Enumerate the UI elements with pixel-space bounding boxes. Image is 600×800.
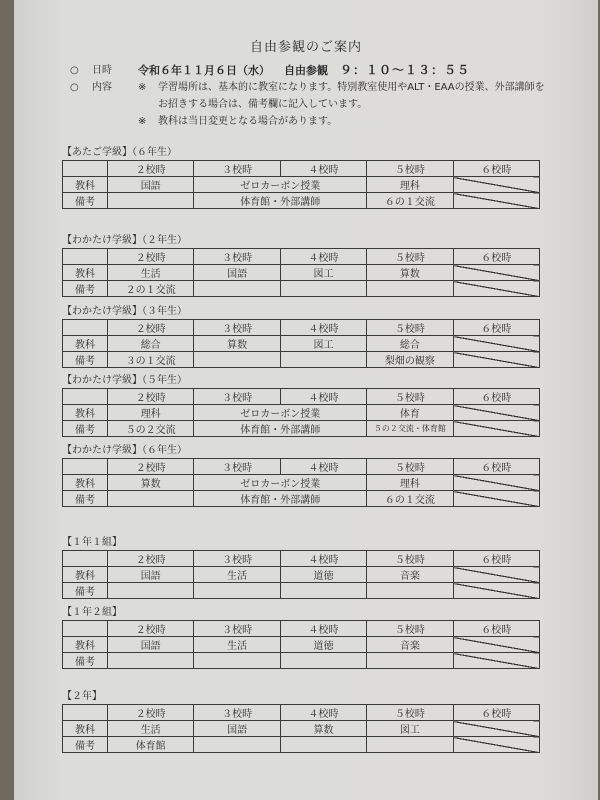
- info-block: [70, 62, 590, 130]
- remark-cell: [367, 653, 453, 669]
- remark-cell: 体育館・外部講師: [194, 421, 367, 437]
- subject-cell: 国語: [108, 637, 194, 653]
- subject-row: [63, 721, 540, 737]
- remark-cell: [280, 653, 366, 669]
- remark-cell: [367, 281, 453, 297]
- header-row: [63, 249, 540, 265]
- remark-row: [63, 281, 540, 297]
- remark-cell: [108, 653, 194, 669]
- subject-cell: 国語: [194, 265, 280, 281]
- empty-slash-cell: [453, 653, 539, 669]
- remark-cell: [194, 352, 280, 368]
- header-row: [63, 389, 540, 405]
- note-1b: お招きする場合は、備考欄に記入しています。: [158, 99, 368, 110]
- subject-cell: 国語: [108, 567, 194, 583]
- subject-cell: 総合: [108, 336, 194, 352]
- subject-row-label: 教科: [63, 567, 108, 583]
- subject-row-label: 教科: [63, 265, 108, 281]
- empty-slash-cell: [453, 177, 539, 193]
- corner-cell: [63, 161, 108, 177]
- subject-cell: 道徳: [280, 567, 366, 583]
- period-header: ６校時: [453, 459, 539, 475]
- remark-row: [63, 193, 540, 209]
- period-header: ４校時: [280, 705, 366, 721]
- period-header: ６校時: [453, 705, 539, 721]
- period-header: ６校時: [453, 389, 539, 405]
- subject-cell: 算数: [367, 265, 453, 281]
- subject-cell: 理科: [367, 177, 453, 193]
- remark-cell: [194, 653, 280, 669]
- subject-cell: 体育: [367, 405, 453, 421]
- class-section: [62, 606, 540, 669]
- corner-cell: [63, 551, 108, 567]
- empty-slash-cell: [453, 281, 539, 297]
- period-header: ５校時: [367, 705, 453, 721]
- empty-slash-cell: [453, 336, 539, 352]
- period-header: ３校時: [194, 249, 280, 265]
- subject-cell: 算数: [280, 721, 366, 737]
- note-2: 教科は当日変更となる場合があります。: [158, 116, 338, 127]
- empty-slash-cell: [453, 265, 539, 281]
- remark-cell: [280, 583, 366, 599]
- period-header: ５校時: [367, 551, 453, 567]
- subject-cell: 理科: [367, 475, 453, 491]
- empty-slash-cell: [453, 352, 539, 368]
- subject-row: [63, 265, 540, 281]
- section-label: 【１年２組】: [62, 607, 122, 618]
- section-label: 【わかたけ学級】（３年生）: [62, 306, 187, 317]
- period-header: ４校時: [280, 621, 366, 637]
- schedule-table: [62, 319, 540, 368]
- remark-cell: ２の１交流: [108, 281, 194, 297]
- schedule-table: [62, 704, 540, 753]
- period-header: ２校時: [108, 161, 194, 177]
- subject-row-label: 教科: [63, 336, 108, 352]
- date-value: 令和６年１１月６日（水）: [138, 64, 270, 77]
- subject-row: [63, 637, 540, 653]
- note-mark: ※: [138, 116, 147, 127]
- bullet-mark: ○: [70, 82, 79, 93]
- subject-cell: 音楽: [367, 567, 453, 583]
- corner-cell: [63, 621, 108, 637]
- corner-cell: [63, 459, 108, 475]
- corner-cell: [63, 249, 108, 265]
- schedule-table: [62, 550, 540, 599]
- subject-cell: ゼロカーボン授業: [194, 177, 367, 193]
- note-mark: ※: [138, 82, 147, 93]
- page-title: 自由参観のご案内: [249, 40, 362, 55]
- schedule-table: [62, 160, 540, 209]
- class-section: [62, 305, 540, 368]
- subject-cell: 算数: [194, 336, 280, 352]
- class-section: [62, 444, 540, 507]
- subject-row-label: 教科: [63, 177, 108, 193]
- period-header: ３校時: [194, 705, 280, 721]
- class-section: [62, 536, 540, 599]
- empty-slash-cell: [453, 567, 539, 583]
- remark-cell: [194, 583, 280, 599]
- remark-cell: ６の１交流: [367, 193, 453, 209]
- remark-row-label: 備考: [63, 193, 108, 209]
- period-header: ４校時: [280, 249, 366, 265]
- schedule-table: [62, 620, 540, 669]
- remark-row: [63, 421, 540, 437]
- period-header: ２校時: [108, 621, 194, 637]
- corner-cell: [63, 389, 108, 405]
- schedule-table: [62, 388, 540, 437]
- header-row: [63, 459, 540, 475]
- remark-cell: 体育館・外部講師: [194, 491, 367, 507]
- subject-cell: 図工: [280, 336, 366, 352]
- remark-cell: ３の１交流: [108, 352, 194, 368]
- section-label: 【２年】: [62, 691, 102, 702]
- subject-cell: 算数: [108, 475, 194, 491]
- section-label: 【あたご学級】（６年生）: [62, 147, 177, 158]
- period-header: ６校時: [453, 551, 539, 567]
- period-header: ４校時: [280, 161, 366, 177]
- empty-slash-cell: [453, 491, 539, 507]
- schedule-table: [62, 458, 540, 507]
- remark-row-label: 備考: [63, 583, 108, 599]
- empty-slash-cell: [453, 583, 539, 599]
- period-header: ６校時: [453, 621, 539, 637]
- period-header: ５校時: [367, 320, 453, 336]
- subject-cell: 国語: [194, 721, 280, 737]
- time-label: 自由参観: [284, 64, 328, 77]
- subject-cell: ゼロカーボン授業: [194, 475, 367, 491]
- remark-cell: [194, 281, 280, 297]
- remark-row: [63, 737, 540, 753]
- subject-cell: 生活: [108, 721, 194, 737]
- period-header: ３校時: [194, 320, 280, 336]
- remark-cell: 梨畑の観察: [367, 352, 453, 368]
- subject-cell: 総合: [367, 336, 453, 352]
- subject-row: [63, 567, 540, 583]
- class-section: [62, 374, 540, 437]
- remark-cell: ６の１交流: [367, 491, 453, 507]
- bullet-mark: ○: [70, 65, 79, 76]
- content-label: 内容: [92, 82, 112, 93]
- period-header: ４校時: [280, 551, 366, 567]
- remark-cell: [367, 737, 453, 753]
- subject-row: [63, 177, 540, 193]
- remark-cell: [194, 737, 280, 753]
- empty-slash-cell: [453, 721, 539, 737]
- subject-cell: 図工: [367, 721, 453, 737]
- empty-slash-cell: [453, 637, 539, 653]
- remark-row: [63, 491, 540, 507]
- subject-cell: 理科: [108, 405, 194, 421]
- period-header: ４校時: [280, 459, 366, 475]
- subject-row-label: 教科: [63, 475, 108, 491]
- remark-cell: 体育館・外部講師: [194, 193, 367, 209]
- empty-slash-cell: [453, 475, 539, 491]
- corner-cell: [63, 320, 108, 336]
- remark-row-label: 備考: [63, 737, 108, 753]
- subject-cell: 音楽: [367, 637, 453, 653]
- period-header: ２校時: [108, 320, 194, 336]
- header-row: [63, 161, 540, 177]
- period-header: ４校時: [280, 389, 366, 405]
- schedule-table: [62, 248, 540, 297]
- subject-row-label: 教科: [63, 637, 108, 653]
- remark-cell: ５の２交流: [108, 421, 194, 437]
- section-label: 【わかたけ学級】（２年生）: [62, 235, 187, 246]
- date-label: 日時: [92, 65, 112, 76]
- subject-cell: 道徳: [280, 637, 366, 653]
- subject-cell: 図工: [280, 265, 366, 281]
- header-row: [63, 320, 540, 336]
- period-header: ６校時: [453, 161, 539, 177]
- header-row: [63, 551, 540, 567]
- period-header: ２校時: [108, 249, 194, 265]
- remark-row-label: 備考: [63, 491, 108, 507]
- corner-cell: [63, 705, 108, 721]
- section-label: 【１年１組】: [62, 537, 122, 548]
- remark-row-label: 備考: [63, 281, 108, 297]
- period-header: ２校時: [108, 459, 194, 475]
- remark-row-label: 備考: [63, 653, 108, 669]
- remark-cell: [108, 193, 194, 209]
- subject-cell: 生活: [194, 637, 280, 653]
- subject-cell: 生活: [194, 567, 280, 583]
- subject-cell: ゼロカーボン授業: [194, 405, 367, 421]
- class-section: [62, 690, 540, 753]
- empty-slash-cell: [453, 421, 539, 437]
- remark-cell: [367, 583, 453, 599]
- class-section: [62, 146, 540, 209]
- section-label: 【わかたけ学級】（５年生）: [62, 375, 187, 386]
- remark-cell: [280, 281, 366, 297]
- remark-row-label: 備考: [63, 352, 108, 368]
- header-row: [63, 621, 540, 637]
- remark-cell: [108, 491, 194, 507]
- remark-row: [63, 352, 540, 368]
- period-header: ２校時: [108, 551, 194, 567]
- section-label: 【わかたけ学級】（６年生）: [62, 445, 187, 456]
- period-header: ２校時: [108, 389, 194, 405]
- period-header: ３校時: [194, 621, 280, 637]
- subject-row: [63, 405, 540, 421]
- subject-row-label: 教科: [63, 405, 108, 421]
- period-header: ５校時: [367, 389, 453, 405]
- period-header: ３校時: [194, 459, 280, 475]
- period-header: ６校時: [453, 249, 539, 265]
- period-header: ５校時: [367, 621, 453, 637]
- subject-row-label: 教科: [63, 721, 108, 737]
- period-header: ２校時: [108, 705, 194, 721]
- period-header: ３校時: [194, 551, 280, 567]
- period-header: ５校時: [367, 249, 453, 265]
- remark-cell: [108, 583, 194, 599]
- header-row: [63, 705, 540, 721]
- document-page: [14, 0, 598, 800]
- remark-cell: 体育館: [108, 737, 194, 753]
- note-1: 学習場所は、基本的に教室になります。特別教室使用やALT・EAAの授業、外部講師を: [158, 82, 545, 93]
- remark-row: [63, 583, 540, 599]
- class-section: [62, 234, 540, 297]
- empty-slash-cell: [453, 737, 539, 753]
- period-header: ５校時: [367, 459, 453, 475]
- period-header: ４校時: [280, 320, 366, 336]
- subject-cell: 国語: [108, 177, 194, 193]
- remark-row-label: 備考: [63, 421, 108, 437]
- subject-cell: 生活: [108, 265, 194, 281]
- subject-row: [63, 336, 540, 352]
- remark-row: [63, 653, 540, 669]
- period-header: ５校時: [367, 161, 453, 177]
- empty-slash-cell: [453, 405, 539, 421]
- time-value: ９：１０～１３：５５: [340, 63, 471, 77]
- remark-cell: ５の２交流・体育館: [367, 421, 453, 437]
- subject-row: [63, 475, 540, 491]
- remark-cell: [280, 737, 366, 753]
- empty-slash-cell: [453, 193, 539, 209]
- period-header: ６校時: [453, 320, 539, 336]
- period-header: ３校時: [194, 161, 280, 177]
- period-header: ３校時: [194, 389, 280, 405]
- remark-cell: [280, 352, 366, 368]
